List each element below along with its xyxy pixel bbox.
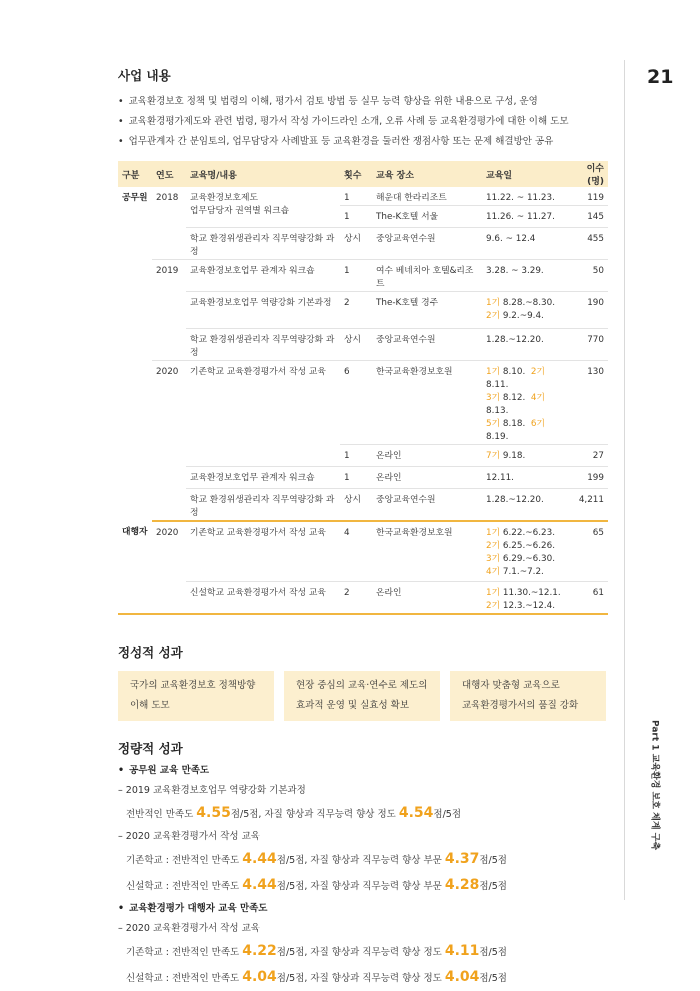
place-cell: 한국교육환경보호원 <box>372 521 482 581</box>
course-cell: 기존학교 교육환경평가서 작성 교육 <box>186 521 340 581</box>
date-cell <box>482 361 566 445</box>
place-cell: 중앙교육연수원 <box>372 329 482 361</box>
satisfaction-text: 전반적인 만족도 <box>126 808 197 820</box>
header-year: 연도 <box>156 170 174 181</box>
count-cell: 1 <box>340 187 372 206</box>
business-bullet: • 업무관계자 간 분임토의, 업무담당자 사례발표 등 교육환경을 둘러싼 쟁점사항 또는 문제 해결방안 공유 <box>118 132 608 152</box>
page-number: 21 <box>647 66 674 88</box>
quant-subheading: – 2020 교육환경평가서 작성 교육 <box>118 827 608 847</box>
place-cell: 온라인 <box>372 445 482 467</box>
course-cell: 신설학교 교육환경평가서 작성 교육 <box>186 581 340 614</box>
date-cell: 11.26. ~ 11.27. <box>482 206 566 228</box>
session-label: 2기 <box>530 367 545 377</box>
quality-box-line: 이해 도모 <box>130 699 170 711</box>
program-table <box>118 161 608 615</box>
table-row <box>118 489 608 522</box>
session-label: 3기 <box>486 554 501 564</box>
business-bullet-list <box>118 92 608 152</box>
table-row <box>118 292 608 329</box>
satisfaction-text: 점/5점 <box>479 880 507 892</box>
course-name-line2: 업무담당자 권역별 워크숍 <box>190 206 290 216</box>
completed-cell: 199 <box>566 467 608 489</box>
table-row <box>118 228 608 260</box>
count-cell: 6 <box>340 361 372 445</box>
course-cell: 교육환경보호업무 관계자 워크숍 <box>186 260 340 292</box>
place-cell: 온라인 <box>372 581 482 614</box>
satisfaction-line <box>118 873 608 899</box>
satisfaction-text: 점/5점 <box>479 854 507 866</box>
satisfaction-text: 점/5점, 자질 향상과 직무능력 향상 정도 <box>276 946 445 958</box>
session-label: 1기 <box>486 298 501 308</box>
date-cell: 3.28. ~ 3.29. <box>482 260 566 292</box>
page-content <box>118 66 608 991</box>
quality-box-line: 국가의 교육환경보호 정책방향 <box>130 679 256 691</box>
completed-cell: 770 <box>566 329 608 361</box>
satisfaction-score: 4.04 <box>444 968 480 985</box>
satisfaction-text: 점/5점, 자질 향상과 직무능력 향상 부문 <box>276 880 445 892</box>
place-cell: The-K호텔 서울 <box>372 206 482 228</box>
course-cell: 교육환경보호업무 관계자 워크숍 <box>186 467 340 489</box>
date-cell <box>482 581 566 614</box>
count-cell: 1 <box>340 467 372 489</box>
count-cell: 2 <box>340 292 372 329</box>
session-date: 8.12. <box>500 393 526 403</box>
satisfaction-text: 점/5점, 자질 향상과 직무능력 향상 정도 <box>230 808 399 820</box>
quality-box-line: 대행자 맞춤형 교육으로 <box>462 679 560 691</box>
header-category: 구분 <box>122 170 140 181</box>
session-date: 6.25.~6.26. <box>500 541 556 551</box>
date-cell: 11.22. ~ 11.23. <box>482 187 566 206</box>
course-cell: 학교 환경위생관리자 직무역량강화 과정 <box>186 329 340 361</box>
satisfaction-line <box>118 801 608 827</box>
session-date: 7.1.~7.2. <box>500 567 544 577</box>
session-label: 2기 <box>486 311 501 321</box>
year-cell: 2020 <box>152 361 186 522</box>
count-cell: 1 <box>340 206 372 228</box>
satisfaction-score: 4.28 <box>444 876 480 893</box>
satisfaction-score: 4.55 <box>196 804 231 821</box>
quant-subheading: – 2020 교육환경평가서 작성 교육 <box>118 919 608 939</box>
course-cell <box>186 187 340 228</box>
count-cell: 1 <box>340 260 372 292</box>
header-place: 교육 장소 <box>376 170 414 181</box>
completed-cell: 27 <box>566 445 608 467</box>
place-cell: 한국교육환경보호원 <box>372 361 482 445</box>
quality-section-title: 정성적 성과 <box>118 644 183 660</box>
quant-results <box>118 761 608 991</box>
completed-cell: 130 <box>566 361 608 445</box>
table-row <box>118 581 608 614</box>
session-label: 1기 <box>486 587 501 598</box>
completed-cell: 119 <box>566 187 608 206</box>
satisfaction-text: 점/5점 <box>433 808 462 820</box>
session-date: 11.30.~12.1. <box>500 587 561 598</box>
satisfaction-score: 4.37 <box>444 850 480 867</box>
session-date: 8.10. <box>500 367 526 377</box>
business-bullet: • 교육환경평가제도와 관련 법령, 평가서 작성 가이드라인 소개, 오류 사례 등 교육환경평가에 대한 이해 도모 <box>118 112 608 132</box>
session-date: 8.13. <box>486 406 509 416</box>
completed-cell: 4,211 <box>566 489 608 522</box>
place-cell: 중앙교육연수원 <box>372 489 482 522</box>
year-cell: 2020 <box>152 521 186 614</box>
satisfaction-text: 점/5점 <box>479 972 507 984</box>
course-cell: 학교 환경위생관리자 직무역량강화 과정 <box>186 228 340 260</box>
place-cell: The-K호텔 경주 <box>372 292 482 329</box>
count-cell: 상시 <box>340 489 372 522</box>
satisfaction-score: 4.54 <box>398 804 434 821</box>
table-header-row <box>118 161 608 187</box>
satisfaction-score: 4.44 <box>242 850 277 867</box>
count-cell: 상시 <box>340 228 372 260</box>
quant-group-heading: • 교육환경평가 대행자 교육 만족도 <box>118 899 608 919</box>
date-cell: 12.11. <box>482 467 566 489</box>
table-row <box>118 361 608 445</box>
table-row <box>118 260 608 292</box>
session-date: 9.18. <box>500 451 526 461</box>
business-bullet: • 교육환경보호 정책 및 법령의 이해, 평가서 검토 방법 등 실무 능력 향상을 위한 내용으로 구성, 운영 <box>118 92 608 112</box>
header-course: 교육명/내용 <box>190 170 237 181</box>
side-label-text: Part 1 교육환경 보호 체계 구축 <box>649 720 660 851</box>
course-cell: 기존학교 교육환경평가서 작성 교육 <box>186 361 340 467</box>
quality-box <box>450 671 606 721</box>
course-name: 교육환경보호제도 <box>190 193 258 203</box>
session-date: 6.22.~6.23. <box>500 528 556 538</box>
session-date: 9.2.~9.4. <box>500 311 544 321</box>
session-date: 8.19. <box>486 432 509 442</box>
date-cell <box>482 292 566 329</box>
completed-cell: 50 <box>566 260 608 292</box>
count-cell: 상시 <box>340 329 372 361</box>
count-cell: 4 <box>340 521 372 581</box>
date-cell <box>482 445 566 467</box>
table-row <box>118 187 608 206</box>
count-cell: 1 <box>340 445 372 467</box>
table-row <box>118 329 608 361</box>
completed-cell: 190 <box>566 292 608 329</box>
session-label: 6기 <box>530 419 545 429</box>
completed-cell: 61 <box>566 581 608 614</box>
place-cell: 온라인 <box>372 467 482 489</box>
quality-box-line: 교육환경평가서의 품질 강화 <box>462 699 579 711</box>
satisfaction-text: 기존학교 : 전반적인 만족도 <box>126 854 243 866</box>
session-label: 7기 <box>486 451 501 461</box>
session-label: 4기 <box>530 393 545 403</box>
satisfaction-text: 기존학교 : 전반적인 만족도 <box>126 946 243 958</box>
session-label: 2기 <box>486 600 501 611</box>
date-cell <box>482 521 566 581</box>
satisfaction-score: 4.11 <box>444 942 480 959</box>
group-label: 대행자 <box>118 521 152 614</box>
header-date: 교육일 <box>486 170 513 181</box>
business-section-title: 사업 내용 <box>118 68 171 83</box>
table-row <box>118 521 608 581</box>
satisfaction-text: 점/5점 <box>479 946 507 958</box>
year-cell: 2018 <box>152 187 186 260</box>
date-cell: 9.6. ~ 12.4 <box>482 228 566 260</box>
satisfaction-text: 점/5점, 자질 향상과 직무능력 향상 부문 <box>276 854 445 866</box>
quality-box <box>284 671 440 721</box>
satisfaction-line <box>118 847 608 873</box>
quality-box-line: 현장 중심의 교육·연수로 제도의 <box>296 679 428 691</box>
course-cell: 교육환경보호업무 역량강화 기본과정 <box>186 292 340 329</box>
course-cell: 학교 환경위생관리자 직무역량강화 과정 <box>186 489 340 522</box>
session-date: 12.3.~12.4. <box>500 600 556 611</box>
quant-subheading: – 2019 교육환경보호업무 역량강화 기본과정 <box>118 781 608 801</box>
quality-boxes <box>118 671 608 721</box>
session-date: 8.28.~8.30. <box>500 298 556 308</box>
date-cell: 1.28.~12.20. <box>482 329 566 361</box>
session-label: 1기 <box>486 367 501 377</box>
completed-cell: 145 <box>566 206 608 228</box>
date-cell: 1.28.~12.20. <box>482 489 566 522</box>
satisfaction-score: 4.22 <box>242 942 277 959</box>
header-completed: 이수(명) <box>586 164 604 187</box>
satisfaction-text: 신설학교 : 전반적인 만족도 <box>126 880 243 892</box>
session-label: 4기 <box>486 567 501 577</box>
session-date: 6.29.~6.30. <box>500 554 556 564</box>
place-cell: 중앙교육연수원 <box>372 228 482 260</box>
satisfaction-score: 4.04 <box>242 968 277 985</box>
quant-section-title: 정량적 성과 <box>118 740 183 756</box>
session-label: 3기 <box>486 393 501 403</box>
session-label: 5기 <box>486 419 501 429</box>
quant-group-heading: • 공무원 교육 만족도 <box>118 761 608 781</box>
session-date: 8.18. <box>500 419 526 429</box>
place-cell: 여수 베네치아 호텔&리조트 <box>372 260 482 292</box>
completed-cell: 65 <box>566 521 608 581</box>
satisfaction-text: 점/5점, 자질 향상과 직무능력 향상 정도 <box>276 972 445 984</box>
quality-box <box>118 671 274 721</box>
quality-box-line: 효과적 운영 및 실효성 확보 <box>296 699 410 711</box>
completed-cell: 455 <box>566 228 608 260</box>
satisfaction-text: 신설학교 : 전반적인 만족도 <box>126 972 243 984</box>
satisfaction-score: 4.44 <box>242 876 277 893</box>
session-label: 2기 <box>486 541 501 551</box>
satisfaction-line <box>118 939 608 965</box>
group-label: 공무원 <box>122 193 148 203</box>
year-cell: 2019 <box>152 260 186 361</box>
table-row <box>118 467 608 489</box>
header-count: 횟수 <box>344 170 362 181</box>
session-label: 1기 <box>486 528 501 538</box>
count-cell: 2 <box>340 581 372 614</box>
side-divider <box>624 60 625 900</box>
side-section-label <box>641 720 671 880</box>
satisfaction-line <box>118 965 608 991</box>
session-date: 8.11. <box>486 380 509 390</box>
place-cell: 해운대 한라리조트 <box>372 187 482 206</box>
